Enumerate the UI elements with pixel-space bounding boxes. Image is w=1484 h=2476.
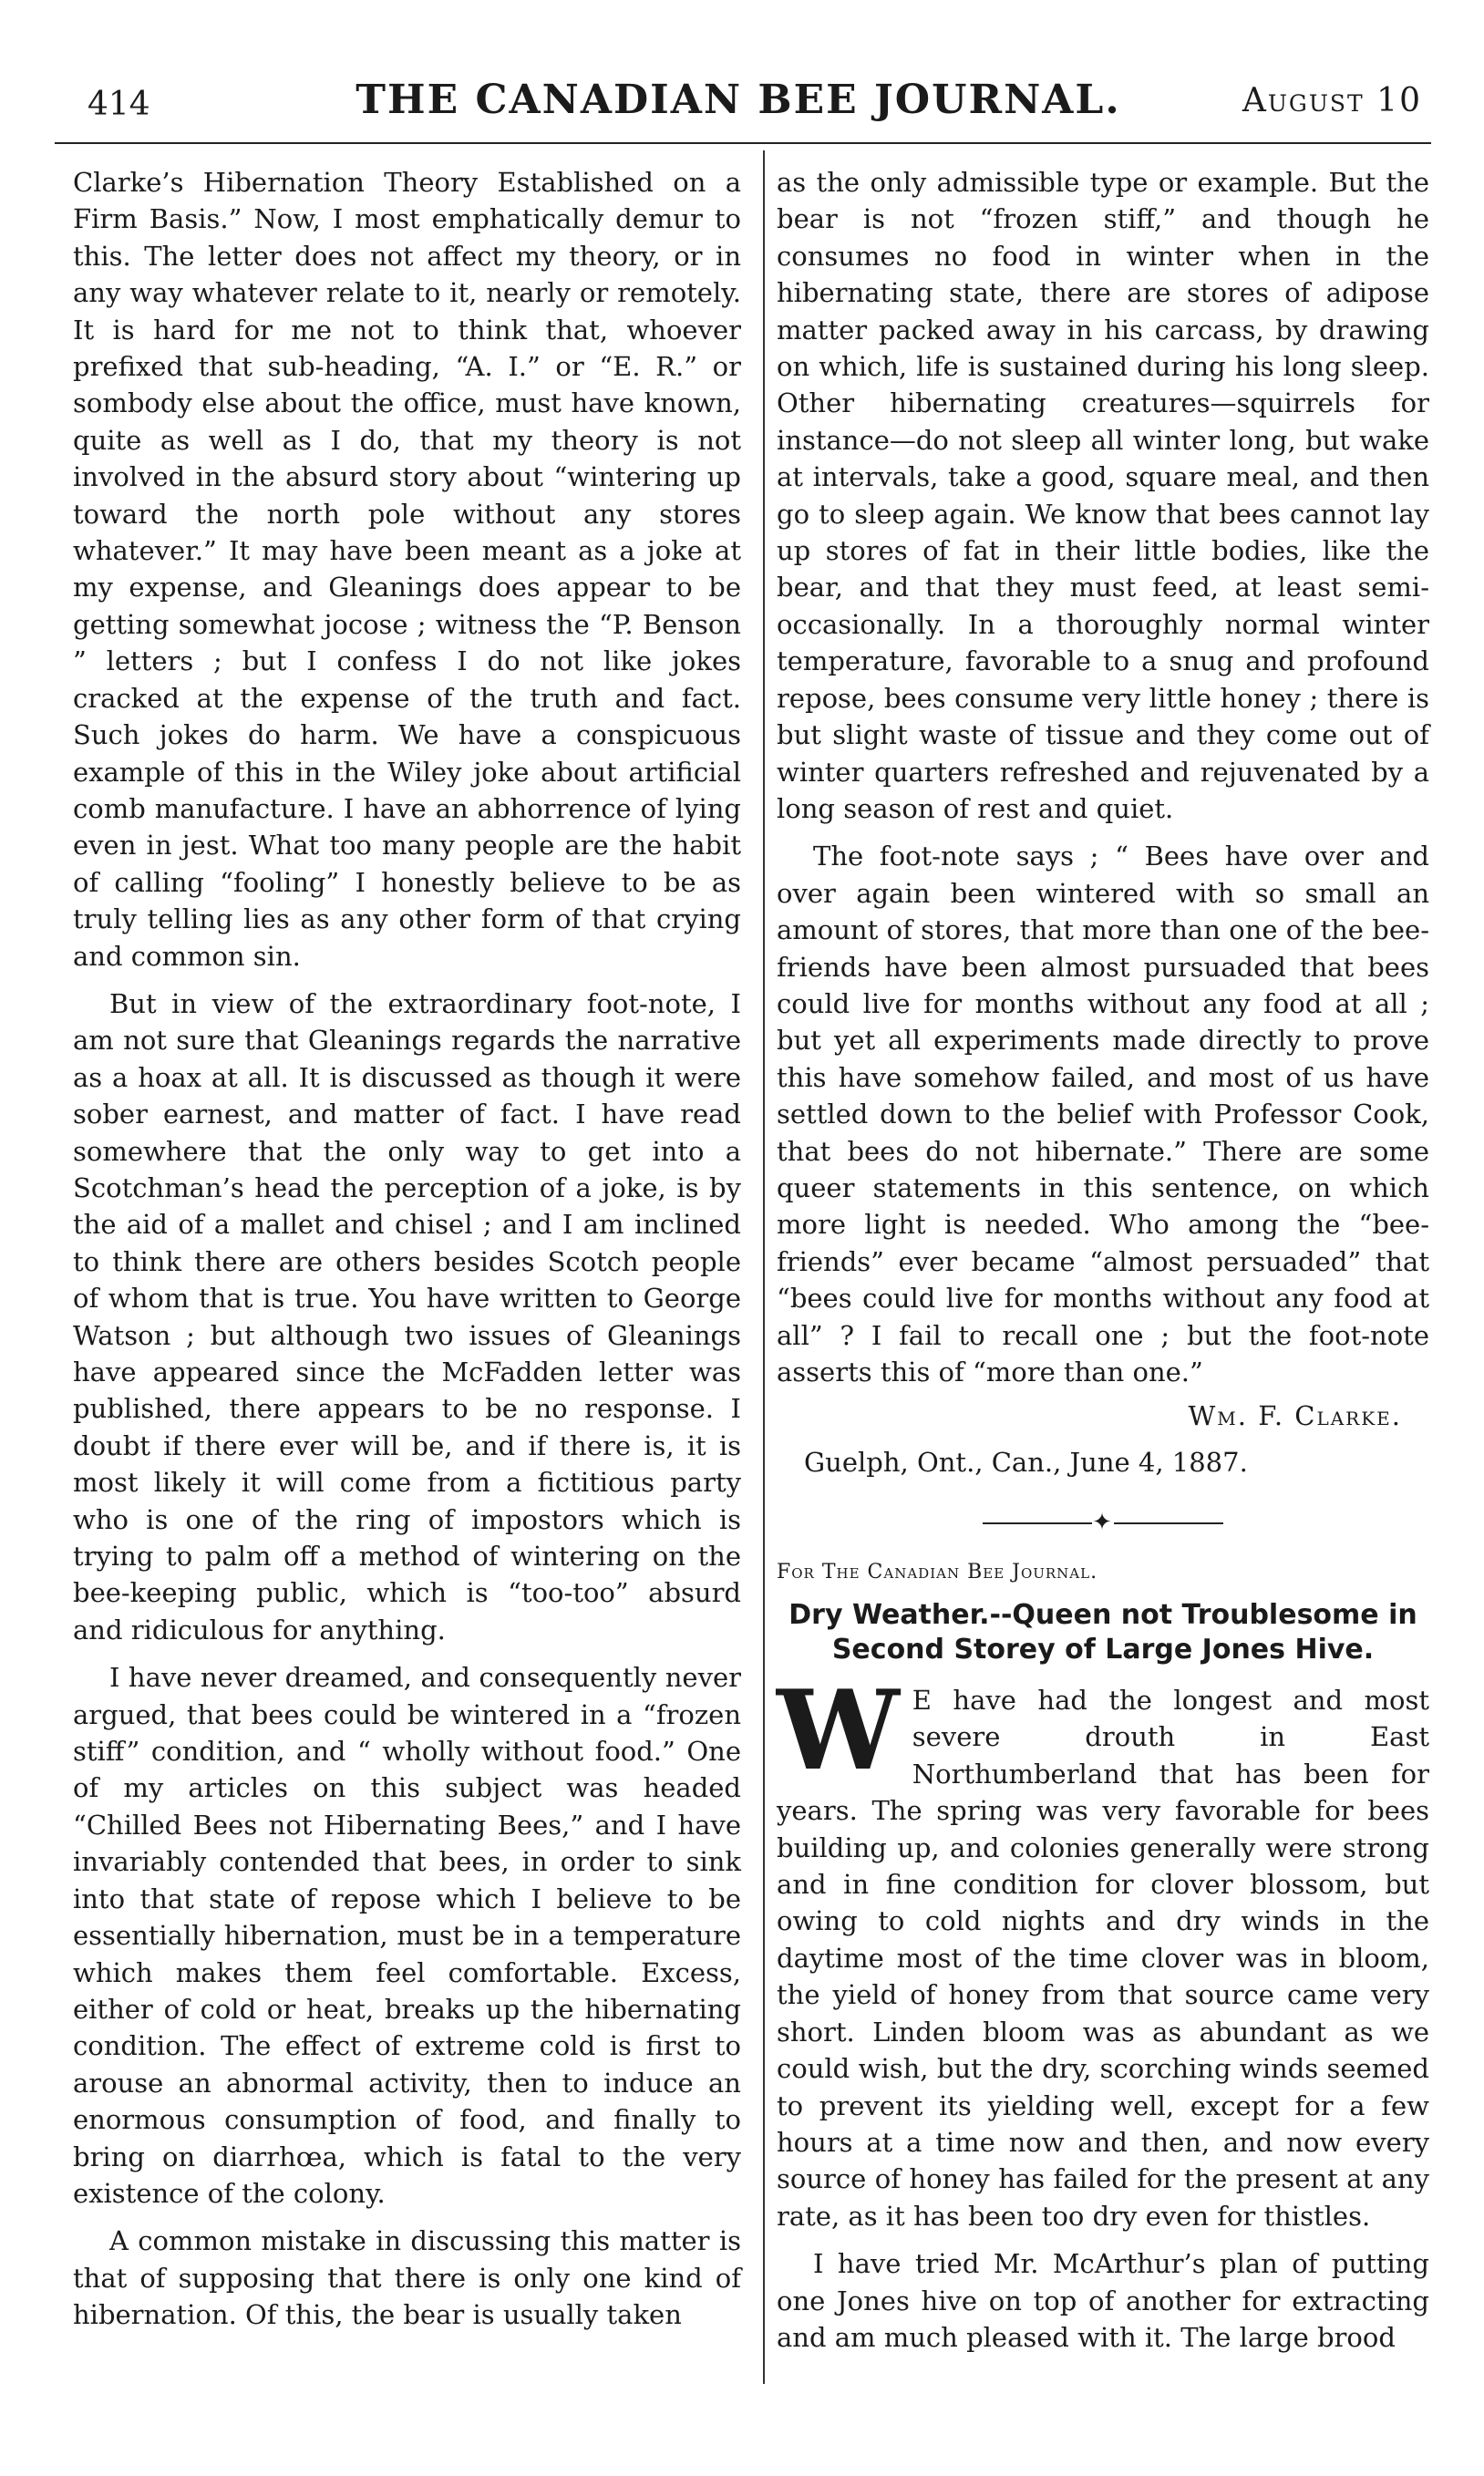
right-column xyxy=(777,164,1429,2356)
signature: Wm. F. Clarke. xyxy=(1188,1400,1402,1432)
paragraph: Clarke’s Hibernation Theory Established on a Firm Basis.” Now, I most emphatically demur to this. The letter does not affect my theory, or in any way whatever relate to it, nearly or remotely. It is hard for me not to think that, whoever prefixed that sub-heading, “A. I.” or “E. R.” or sombody else about the office, must have known, quite as well as I do, that my theory is not involved in the absurd story about “wintering up toward the north pole without any stores whatever.” It may have been meant as a joke at my expense, and Gleanings does appear to be getting somewhat jocose ; witness the “P. Benson ” letters ; but I confess I do not like jokes cracked at the expense of the truth and fact. Such jokes do harm. We have a conspicuous example of this in the Wiley joke about artificial comb manufacture. I have an abhorrence of lying even in jest. What too many people are the habit of calling “fooling” I honestly believe to be as truly telling lies as any other form of that crying and common sin. xyxy=(73,167,741,972)
paragraph: as the only admissible type or example. But the bear is not “frozen stiff,” and though he consumes no food in winter when in the hibernating state, there are stores of adipose matter packed away in his carcass, by drawing on which, life is sustained during his long sleep. Other hibernating creatures—squirrels for instance—do not sleep all winter long, but wake at intervals, take a good, square meal, and then go to sleep again. We know that bees cannot lay up stores of fat in their little bodies, like the bear, and that they must feed, at least semi-occasionally. In a thoroughly normal winter temperature, favorable to a snug and profound repose, bees consume very little honey ; there is but slight waste of tissue and they come out of winter quarters refreshed and rejuvenated by a long season of rest and quiet. xyxy=(777,167,1429,824)
paragraph: I have tried Mr. McArthur’s plan of putting one Jones hive on top of another for extracting and am much pleased with it. The large brood xyxy=(777,2248,1429,2353)
paragraph xyxy=(777,1666,1429,2234)
paragraph: But in view of the extraordinary foot-note, I am not sure that Gleanings regards the narrative as a hoax at all. It is discussed as though it were sober earnest, and matter of fact. I have read somewhere that the only way to get into a Scotchman’s head the perception of a joke, is by the aid of a mallet and chisel ; and I am inclined to think there are others besides Scotch people of whom that is true. You have written to George Watson ; but although two issues of Gleanings have appeared since the McFadden letter was published, there appears to be no response. I doubt if there ever will be, and if there is, it is most likely it will come from a fictitious party who is one of the ring of impostors which is trying to palm off a method of wintering on the bee-keeping public, which is “too-too” absurd and ridiculous for anything. xyxy=(73,987,741,1646)
dateline: Guelph, Ont., Can., June 4, 1887. xyxy=(804,1446,1248,1478)
journal-title: THE CANADIAN BEE JOURNAL. xyxy=(356,77,1121,123)
drop-cap: W xyxy=(777,1666,900,1796)
page-number: 414 xyxy=(88,86,150,123)
paragraph: A common mistake in discussing this matter is that of supposing that there is only one kind of hibernation. Of this, the bear is usually taken xyxy=(73,2225,741,2331)
issue-date: August 10 xyxy=(1242,82,1422,119)
column-divider xyxy=(763,150,765,2384)
paragraph: I have never dreamed, and consequently never argued, that bees could be wintered in a “frozen stiff” condition, and “ wholly without food.” One of my articles on this subject was headed “Chilled Bees not Hibernating Bees,” and I have invariably contended that bees, in order to sink into that state of repose which I believe to be essentially hibernation, must be in a temperature which makes them feel comfortable. Excess, either of cold or heat, breaks up the hibernating condition. The effect of extreme cold is first to arouse an abnormal activity, then to induce an enormous consumption of food, and finally to bring on diarrhœa, which is fatal to the very existence of the colony. xyxy=(73,1662,741,2209)
page-header xyxy=(55,73,1422,137)
byline: For The Canadian Bee Journal. xyxy=(777,1560,1098,1584)
section-ornament: ✦ xyxy=(777,1504,1429,1541)
header-rule xyxy=(55,142,1431,144)
article-title: Dry Weather.--Queen not Troublesome in Second Storey of Large Jones Hive. xyxy=(788,1599,1417,1666)
paragraph: The foot-note says ; “ Bees have over and over again been wintered with so small an amount of stores, that more than one of the bee-friends have been almost pursuaded that bees could live for months without any food at all ; but yet all experiments made directly to prove this have somehow failed, and most of us have settled down to the belief with Professor Cook, that bees do not hibernate.” There are some queer statements in this sentence, on which more light is needed. Who among the “bee-friends” ever became “almost persuaded” that “bees could live for months without any food at all” ? I fail to recall one ; but the foot-note asserts this of “more than one.” xyxy=(777,841,1429,1388)
paragraph-body: E have had the longest and most severe drouth in East Northumberland that has been for years. The spring was very favorable for bees building up, and colonies generally were strong and in fine condition for clover blossom, but owing to cold nights and dry winds in the daytime most of the time clover was in bloom, the yield of honey from that source came very short. Linden bloom was as abundant as we could wish, but the dry, scorching winds seemed to prevent its yielding well, except for a few hours at a time now and then, and now every source of honey has failed for the present at any rate, as it has been too dry even for thistles. xyxy=(777,1685,1429,2232)
left-column xyxy=(73,164,741,2334)
